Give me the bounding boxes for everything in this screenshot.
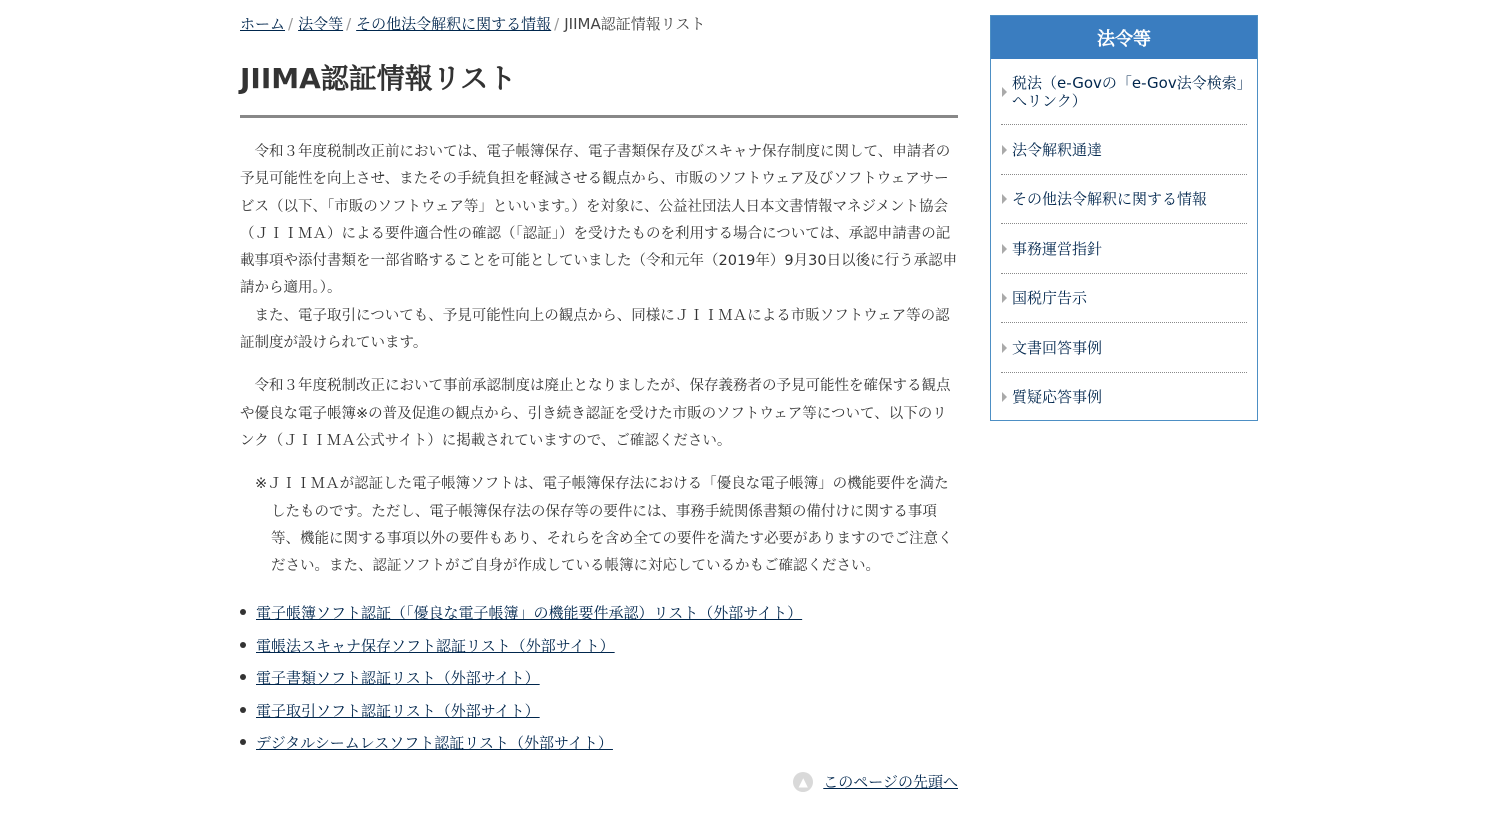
- sidebar-item-other-info[interactable]: [1001, 175, 1247, 224]
- bullet-icon: [240, 642, 246, 648]
- bullet-icon: [240, 707, 246, 713]
- bullet-icon: [240, 609, 246, 615]
- title-divider: [240, 115, 958, 118]
- sidebar-item-label[interactable]: 国税庁告示: [1012, 289, 1088, 307]
- sidebar-item-guidelines[interactable]: [1001, 224, 1247, 274]
- list-item: [256, 662, 958, 695]
- caret-right-icon: [1002, 343, 1007, 353]
- sidebar-item-label[interactable]: 質疑応答事例: [1012, 387, 1103, 406]
- page-title: JIIMA認証情報リスト: [240, 62, 517, 95]
- sidebar-item-circulars[interactable]: [1001, 125, 1247, 175]
- sidebar-item-written-answers[interactable]: [1001, 323, 1247, 373]
- breadcrumb-separator: /: [288, 15, 294, 33]
- caret-right-icon: [1002, 392, 1007, 402]
- link-scanner-software[interactable]: 電帳法スキャナ保存ソフト認証リスト（外部サイト）: [256, 636, 615, 655]
- certification-link-list: [240, 597, 958, 760]
- link-document-software[interactable]: 電子書類ソフト認証リスト（外部サイト）: [256, 669, 540, 688]
- link-seamless-software[interactable]: デジタルシームレスソフト認証リスト（外部サイト）: [256, 734, 613, 753]
- breadcrumb-laws-link[interactable]: 法令等: [298, 15, 344, 33]
- breadcrumb-current: JIIMA認証情報リスト: [564, 15, 706, 33]
- sidebar-item-qa[interactable]: [1001, 373, 1247, 420]
- caret-right-icon: [1002, 244, 1007, 254]
- breadcrumb-other-info-link[interactable]: その他法令解釈に関する情報: [356, 15, 552, 33]
- paragraph-note: ※ＪＩＩＭＡが認証した電子帳簿ソフトは、電子帳簿保存法における「優良な電子帳簿」の機能要件を満たしたものです。ただし、電子帳簿保存法の保存等の要件には、事務手続関係書類の備付けに関する事項等、機能に関する事項以外の要件もあり、それらを含め全ての要件を満たす必要がありますのでご注意ください。また、認証ソフトがご自身が作成している帳簿に対応しているかもご確認ください。: [255, 476, 953, 575]
- list-item: [256, 727, 958, 760]
- sidebar-item-label[interactable]: その他法令解釈に関する情報: [1012, 190, 1208, 208]
- sidebar-title: 法令等: [991, 16, 1257, 59]
- sidebar-item-tax-law[interactable]: [1001, 59, 1247, 125]
- paragraph-reform: 令和３年度税制改正において事前承認制度は廃止となりましたが、保存義務者の予見可能性を確保する観点や優良な電子帳簿※の普及促進の観点から、引き続き認証を受けた市販のソフトウェア等について、以下のリンク（ＪＩＩＭＡ公式サイト）に掲載されていますので、ご確認ください。: [240, 378, 951, 449]
- sidebar: [990, 15, 1258, 421]
- sidebar-item-label[interactable]: 事務運営指針: [1012, 239, 1103, 258]
- link-ledger-software[interactable]: 電子帳簿ソフト認証（「優良な電子帳簿」の機能要件承認）リスト（外部サイト）: [256, 604, 803, 623]
- sidebar-item-label[interactable]: 文書回答事例: [1012, 338, 1103, 357]
- page-top-link[interactable]: このページの先頭へ: [823, 773, 958, 791]
- breadcrumb: [240, 14, 980, 34]
- caret-right-icon: [1002, 293, 1007, 303]
- caret-right-icon: [1002, 194, 1007, 204]
- link-transaction-software[interactable]: 電子取引ソフト認証リスト（外部サイト）: [256, 701, 540, 720]
- page-top: [793, 771, 958, 793]
- breadcrumb-separator: /: [554, 15, 560, 33]
- bullet-icon: [240, 739, 246, 745]
- arrow-up-icon[interactable]: ▲: [793, 772, 813, 792]
- paragraph-intro: 令和３年度税制改正前においては、電子帳簿保存、電子書類保存及びスキャナ保存制度に関して、申請者の予見可能性を向上させ、またその手続負担を軽減させる観点から、市販のソフトウェア及びソフトウェアサービス（以下、「市販のソフトウェア等」といいます。）を対象に、公益社団法人日本文書情報マネジメント協会（ＪＩＩＭＡ）による要件適合性の確認（「認証」）を受けたものを利用する場合については、承認申請書の記載事項や添付書類を一部省略することを可能としていました（令和元年（2019年）9月30日以後に行う承認申請から適用。）。: [240, 144, 958, 297]
- article-body: [240, 139, 958, 760]
- breadcrumb-separator: /: [346, 15, 352, 33]
- list-item: [256, 695, 958, 728]
- list-item: [256, 630, 958, 663]
- sidebar-item-label[interactable]: 税法（e-Govの「e-Gov法令検索」へリンク）: [1012, 73, 1245, 110]
- sidebar-item-notices[interactable]: [1001, 274, 1247, 323]
- caret-right-icon: [1002, 145, 1007, 155]
- sidebar-item-label[interactable]: 法令解釈通達: [1012, 140, 1103, 159]
- bullet-icon: [240, 674, 246, 680]
- paragraph-electronic-transactions: また、電子取引についても、予見可能性向上の観点から、同様にＪＩＩＭＡによる市販ソフトウェア等の認証制度が設けられています。: [240, 307, 950, 352]
- list-item: [256, 597, 958, 630]
- caret-right-icon: [1002, 87, 1007, 97]
- breadcrumb-home-link[interactable]: ホーム: [240, 15, 286, 33]
- sidebar-nav: [991, 59, 1257, 420]
